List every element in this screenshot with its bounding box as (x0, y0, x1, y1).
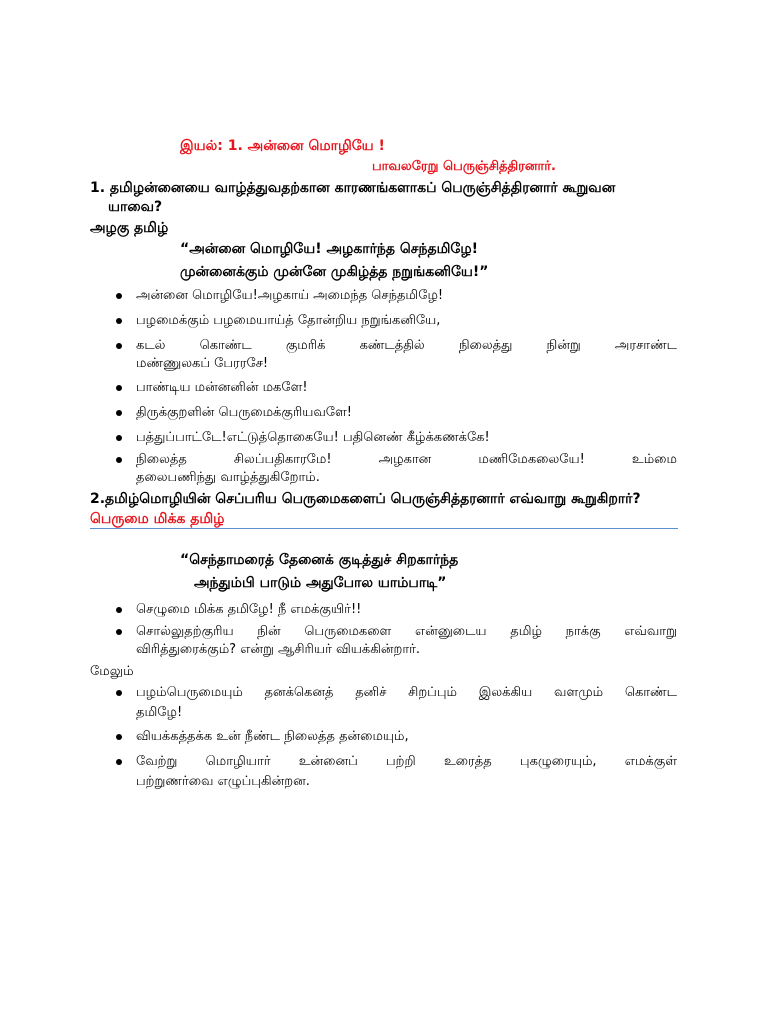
word: இலக்கிய (478, 685, 533, 700)
list-item: செழுமை மிக்க தமிழே! நீ எமக்குயிர்!! (136, 602, 362, 617)
word: குமரிக் (285, 338, 326, 353)
bullet-icon (116, 318, 122, 324)
list-item: பாண்டிய மன்னனின் மகளே! (136, 380, 308, 395)
word: அழகான (378, 452, 432, 467)
list-item-justified (136, 339, 677, 352)
word: தனக்கெனத் (264, 685, 334, 700)
word: கொண்ட (624, 685, 677, 700)
list-item-continuation: மண்ணுலகப் பேரரசே! (136, 356, 269, 371)
word: மணிமேகலையே! (478, 452, 585, 467)
word: பற்றி (385, 754, 416, 769)
question-1-line-2: யாவை? (108, 199, 163, 215)
word: நின் (257, 624, 281, 639)
word: கடல் (136, 338, 166, 353)
list-item-justified (136, 686, 677, 699)
word: உரைத்த (443, 754, 492, 769)
lesson-title: இயல்: 1. அன்னை மொழியே ! (180, 138, 385, 154)
word: மொழியார் (205, 754, 271, 769)
bullet-icon (116, 629, 122, 635)
word: நாக்கு (565, 624, 601, 639)
quote-2-line-1: “செந்தாமரைத் தேனைக் குடித்துச் சிறகார்ந்த (180, 552, 459, 568)
bullet-icon (116, 385, 122, 391)
word: நின்று (546, 338, 581, 353)
word: எவ்வாறு (624, 624, 677, 639)
word: உன்னைப் (298, 754, 358, 769)
word: சிலப்பதிகாரமே! (233, 452, 332, 467)
list-item-continuation: விரித்துரைக்கும்? என்று ஆசிரியர் வியக்கின்றார். (136, 642, 421, 657)
word: உம்மை (631, 452, 677, 467)
divider-line (90, 528, 678, 529)
subheading-perumai: பெருமை மிக்க தமிழ் (90, 511, 225, 527)
list-item: திருக்குறளின் பெருமைக்குரியவளே! (136, 405, 352, 420)
word: பெருமைகளை (304, 624, 392, 639)
quote-2-line-2: அந்தும்பி பாடும் அதுபோல யாம்பாடி” (194, 575, 447, 591)
word: அரசாண்ட (614, 338, 677, 353)
more-label: மேலும் (90, 664, 134, 679)
list-item: பழமைக்கும் பழமையாய்த் தோன்றிய நறுங்கனியே, (136, 313, 441, 328)
bullet-icon (116, 734, 122, 740)
word: கண்டத்தில் (359, 338, 425, 353)
list-item-continuation: பற்றுணர்வை எழுப்புகின்றன. (136, 774, 310, 789)
list-item-justified (136, 625, 677, 638)
list-item-continuation: தலைபணிந்து வாழ்த்துகிறோம். (136, 470, 320, 485)
word: நிலைத்து (458, 338, 513, 353)
bullet-icon (116, 410, 122, 416)
word: தமிழ் (510, 624, 542, 639)
list-item: பத்துப்பாட்டே!எட்டுத்தொகையே! பதினெண் கீழ்க்கணக்கே! (136, 430, 490, 445)
list-item: அன்னை மொழியே!அழகாய் அமைந்த செந்தமிழே! (136, 288, 444, 303)
word: கொண்ட (199, 338, 252, 353)
word: என்னுடைய (414, 624, 487, 639)
bullet-icon (116, 293, 122, 299)
bullet-icon (116, 435, 122, 441)
author-name: பாவலரேறு பெருஞ்சித்திரனார். (372, 159, 556, 174)
list-item-justified (136, 755, 677, 768)
quote-1-line-2: முன்னைக்கும் முன்னே முகிழ்த்த நறுங்கனியே!” (180, 264, 489, 280)
bullet-icon (116, 690, 122, 696)
word: சொல்லுதற்குரிய (136, 624, 234, 639)
word: சிறப்பும் (408, 685, 457, 700)
list-item: வியக்கத்தக்க உன் நீண்ட நிலைத்த தன்மையும், (136, 729, 409, 744)
word: புகழுரையும், (519, 754, 597, 769)
word: நிலைத்த (136, 452, 187, 467)
word: தனிச் (355, 685, 387, 700)
word: வேற்று (136, 754, 178, 769)
question-1-line-1: 1. தமிழன்னையை வாழ்த்துவதற்கான காரணங்களாகப் பெருஞ்சித்திரனார் கூறுவன (90, 180, 616, 196)
word: எமக்குள் (624, 754, 677, 769)
bullet-icon (116, 607, 122, 613)
list-item-continuation: தமிழே! (136, 705, 183, 720)
bullet-icon (116, 343, 122, 349)
list-item-justified (136, 453, 677, 466)
question-2: 2.தமிழ்மொழியின் செப்பரிய பெருமைகளைப் பெருஞ்சித்தரனார் எவ்வாறு கூறுகிறார்? (90, 491, 641, 507)
quote-1-line-1: “அன்னை மொழியே! அழகார்ந்த செந்தமிழே! (180, 241, 478, 257)
bullet-icon (116, 457, 122, 463)
word: வளமும் (554, 685, 604, 700)
subheading-azhagu-tamil: அழகு தமிழ் (90, 220, 169, 236)
word: பழம்பெருமையும் (136, 685, 243, 700)
bullet-icon (116, 759, 122, 765)
